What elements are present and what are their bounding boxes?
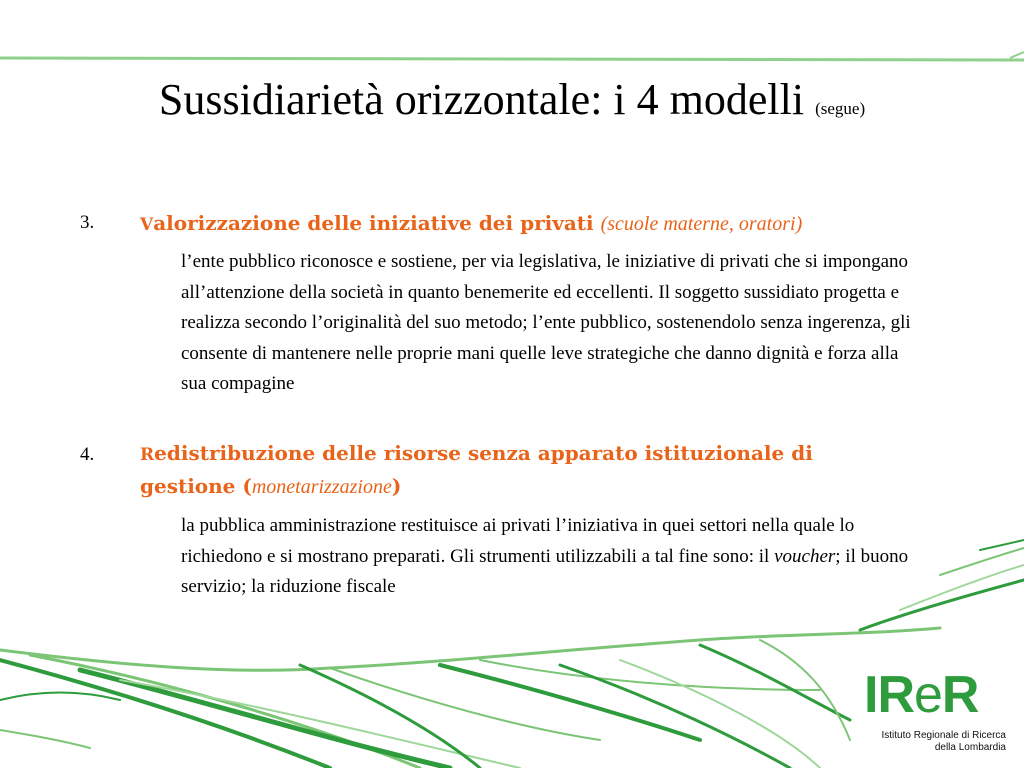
logo-caption-line2: della Lombardia: [934, 742, 1006, 753]
item-heading: [140, 438, 875, 503]
heading-examples: (scuole materne, oratori): [600, 213, 803, 235]
slide-title-text: Sussidiarietà orizzontale: i 4 modelli: [158, 75, 805, 124]
heading-initial: V: [140, 215, 154, 235]
list-number: 4.: [80, 444, 95, 465]
logo-letters-ir: IR: [864, 666, 914, 724]
logo-caption-line1: Istituto Regionale di Ricerca: [881, 730, 1006, 741]
body-text-end: ; il buono servizio; la riduzione fiscale: [181, 545, 909, 597]
heading-close: ): [391, 474, 402, 498]
heading-emphasis: monetarizzazione: [251, 476, 392, 498]
item-body: l’ente pubblico riconosce e sostiene, per via legislativa, le iniziative di privati che si impongano all’attenzione della società in quanto benemerite ed eccellenti. Il soggetto sussidiato progetta e realizza secondo l’originalità del suo metodo; l’ente pubblico, sostenendolo senza ingerenza, gli consente di mantenere nelle proprie mani quelle leve strategiche che danno dignità e forza alla sua compagine: [181, 251, 911, 394]
body-text-start: la pubblica amministrazione restituisce ai privati l’iniziativa in quei settori nella quale lo richiedono e si mostrano preparati. Gli strumenti utilizzabili a tal fine sono: il: [181, 515, 855, 567]
heading-text: edistribuzione delle risorse senza apparato istituzionale di gestione (: [140, 441, 813, 498]
top-green-line: [0, 0, 1024, 80]
item-heading: [140, 208, 880, 241]
body-voucher: voucher: [774, 545, 836, 567]
logo-mark: [864, 668, 1014, 722]
irer-logo: [864, 668, 1014, 760]
logo-letter-e: e: [914, 666, 942, 724]
heading-text: alorizzazione delle iniziative dei privati: [153, 211, 594, 235]
list-number: 3.: [80, 212, 95, 233]
logo-caption: [864, 730, 1014, 754]
logo-letter-r: R: [941, 666, 979, 724]
heading-initial: R: [140, 445, 155, 465]
slide-title: [0, 72, 1024, 137]
slide-title-note: (segue): [815, 99, 866, 118]
